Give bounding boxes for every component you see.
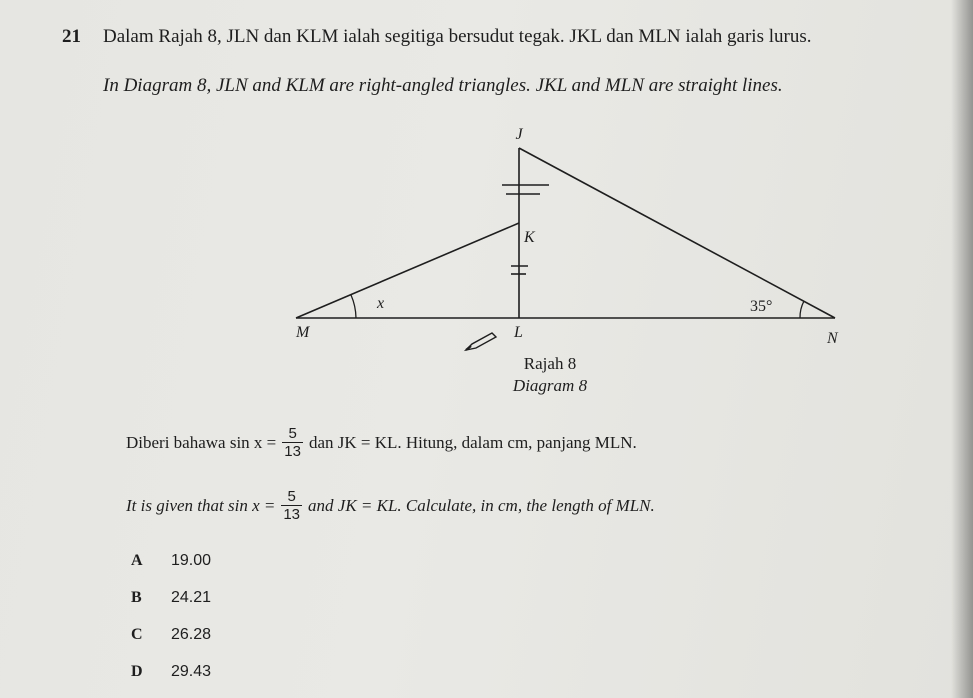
- given-english-suffix: and JK = KL. Calculate, in cm, the length of MLN.: [308, 495, 655, 515]
- equal-length-marks-jk: [502, 185, 549, 194]
- option-letter: D: [131, 663, 143, 680]
- fraction-denominator: 13: [283, 506, 301, 524]
- option-value: 26.28: [171, 626, 212, 643]
- question-text-english: In Diagram 8, JLN and KLM are right-angled triangles. JKL and MLN are straight lines.: [103, 75, 783, 96]
- option-a[interactable]: [131, 552, 211, 570]
- fraction-numerator: 5: [287, 488, 296, 505]
- label-l: L: [514, 324, 523, 341]
- given-malay-suffix: dan JK = KL. Hitung, dalam cm, panjang MLN.: [308, 432, 637, 452]
- option-letter: A: [131, 552, 143, 569]
- fraction-numerator: 5: [288, 425, 297, 442]
- option-d[interactable]: [131, 663, 211, 681]
- option-value: 24.21: [171, 589, 212, 606]
- angle-n-arc: [800, 301, 804, 318]
- fraction-sin-x-english: [281, 488, 302, 524]
- option-value: 29.43: [171, 663, 212, 680]
- option-letter: B: [131, 589, 142, 606]
- diagram-caption-english: Diagram 8: [512, 376, 588, 395]
- angle-x-arc: [351, 295, 356, 318]
- label-angle-x: x: [377, 295, 385, 312]
- label-k: K: [524, 229, 535, 246]
- label-m: M: [296, 324, 310, 341]
- given-statement-english: [126, 488, 655, 524]
- pencil-icon: [466, 333, 496, 350]
- label-j: J: [515, 126, 523, 143]
- fraction-sin-x-malay: [282, 425, 303, 461]
- question-number: 21: [62, 26, 81, 47]
- given-malay-prefix: Diberi bahawa sin x =: [126, 432, 277, 452]
- label-angle-35: 35°: [750, 298, 773, 315]
- fraction-denominator: 13: [284, 443, 301, 461]
- option-c[interactable]: [131, 626, 211, 644]
- page-edge-shadow: [951, 0, 973, 698]
- option-b[interactable]: [131, 589, 211, 607]
- triangle-diagram: [270, 115, 870, 355]
- question-text-malay: Dalam Rajah 8, JLN dan KLM ialah segitiga bersudut tegak. JKL dan MLN ialah garis lurus.: [103, 26, 812, 47]
- option-value: 19.00: [171, 552, 212, 569]
- diagram-caption-malay: Rajah 8: [523, 354, 577, 373]
- option-letter: C: [131, 626, 143, 643]
- given-statement-malay: [126, 425, 637, 461]
- label-n: N: [827, 330, 838, 347]
- line-mk: [296, 223, 519, 318]
- line-jn: [519, 148, 835, 318]
- given-english-prefix: It is given that sin x =: [126, 495, 276, 515]
